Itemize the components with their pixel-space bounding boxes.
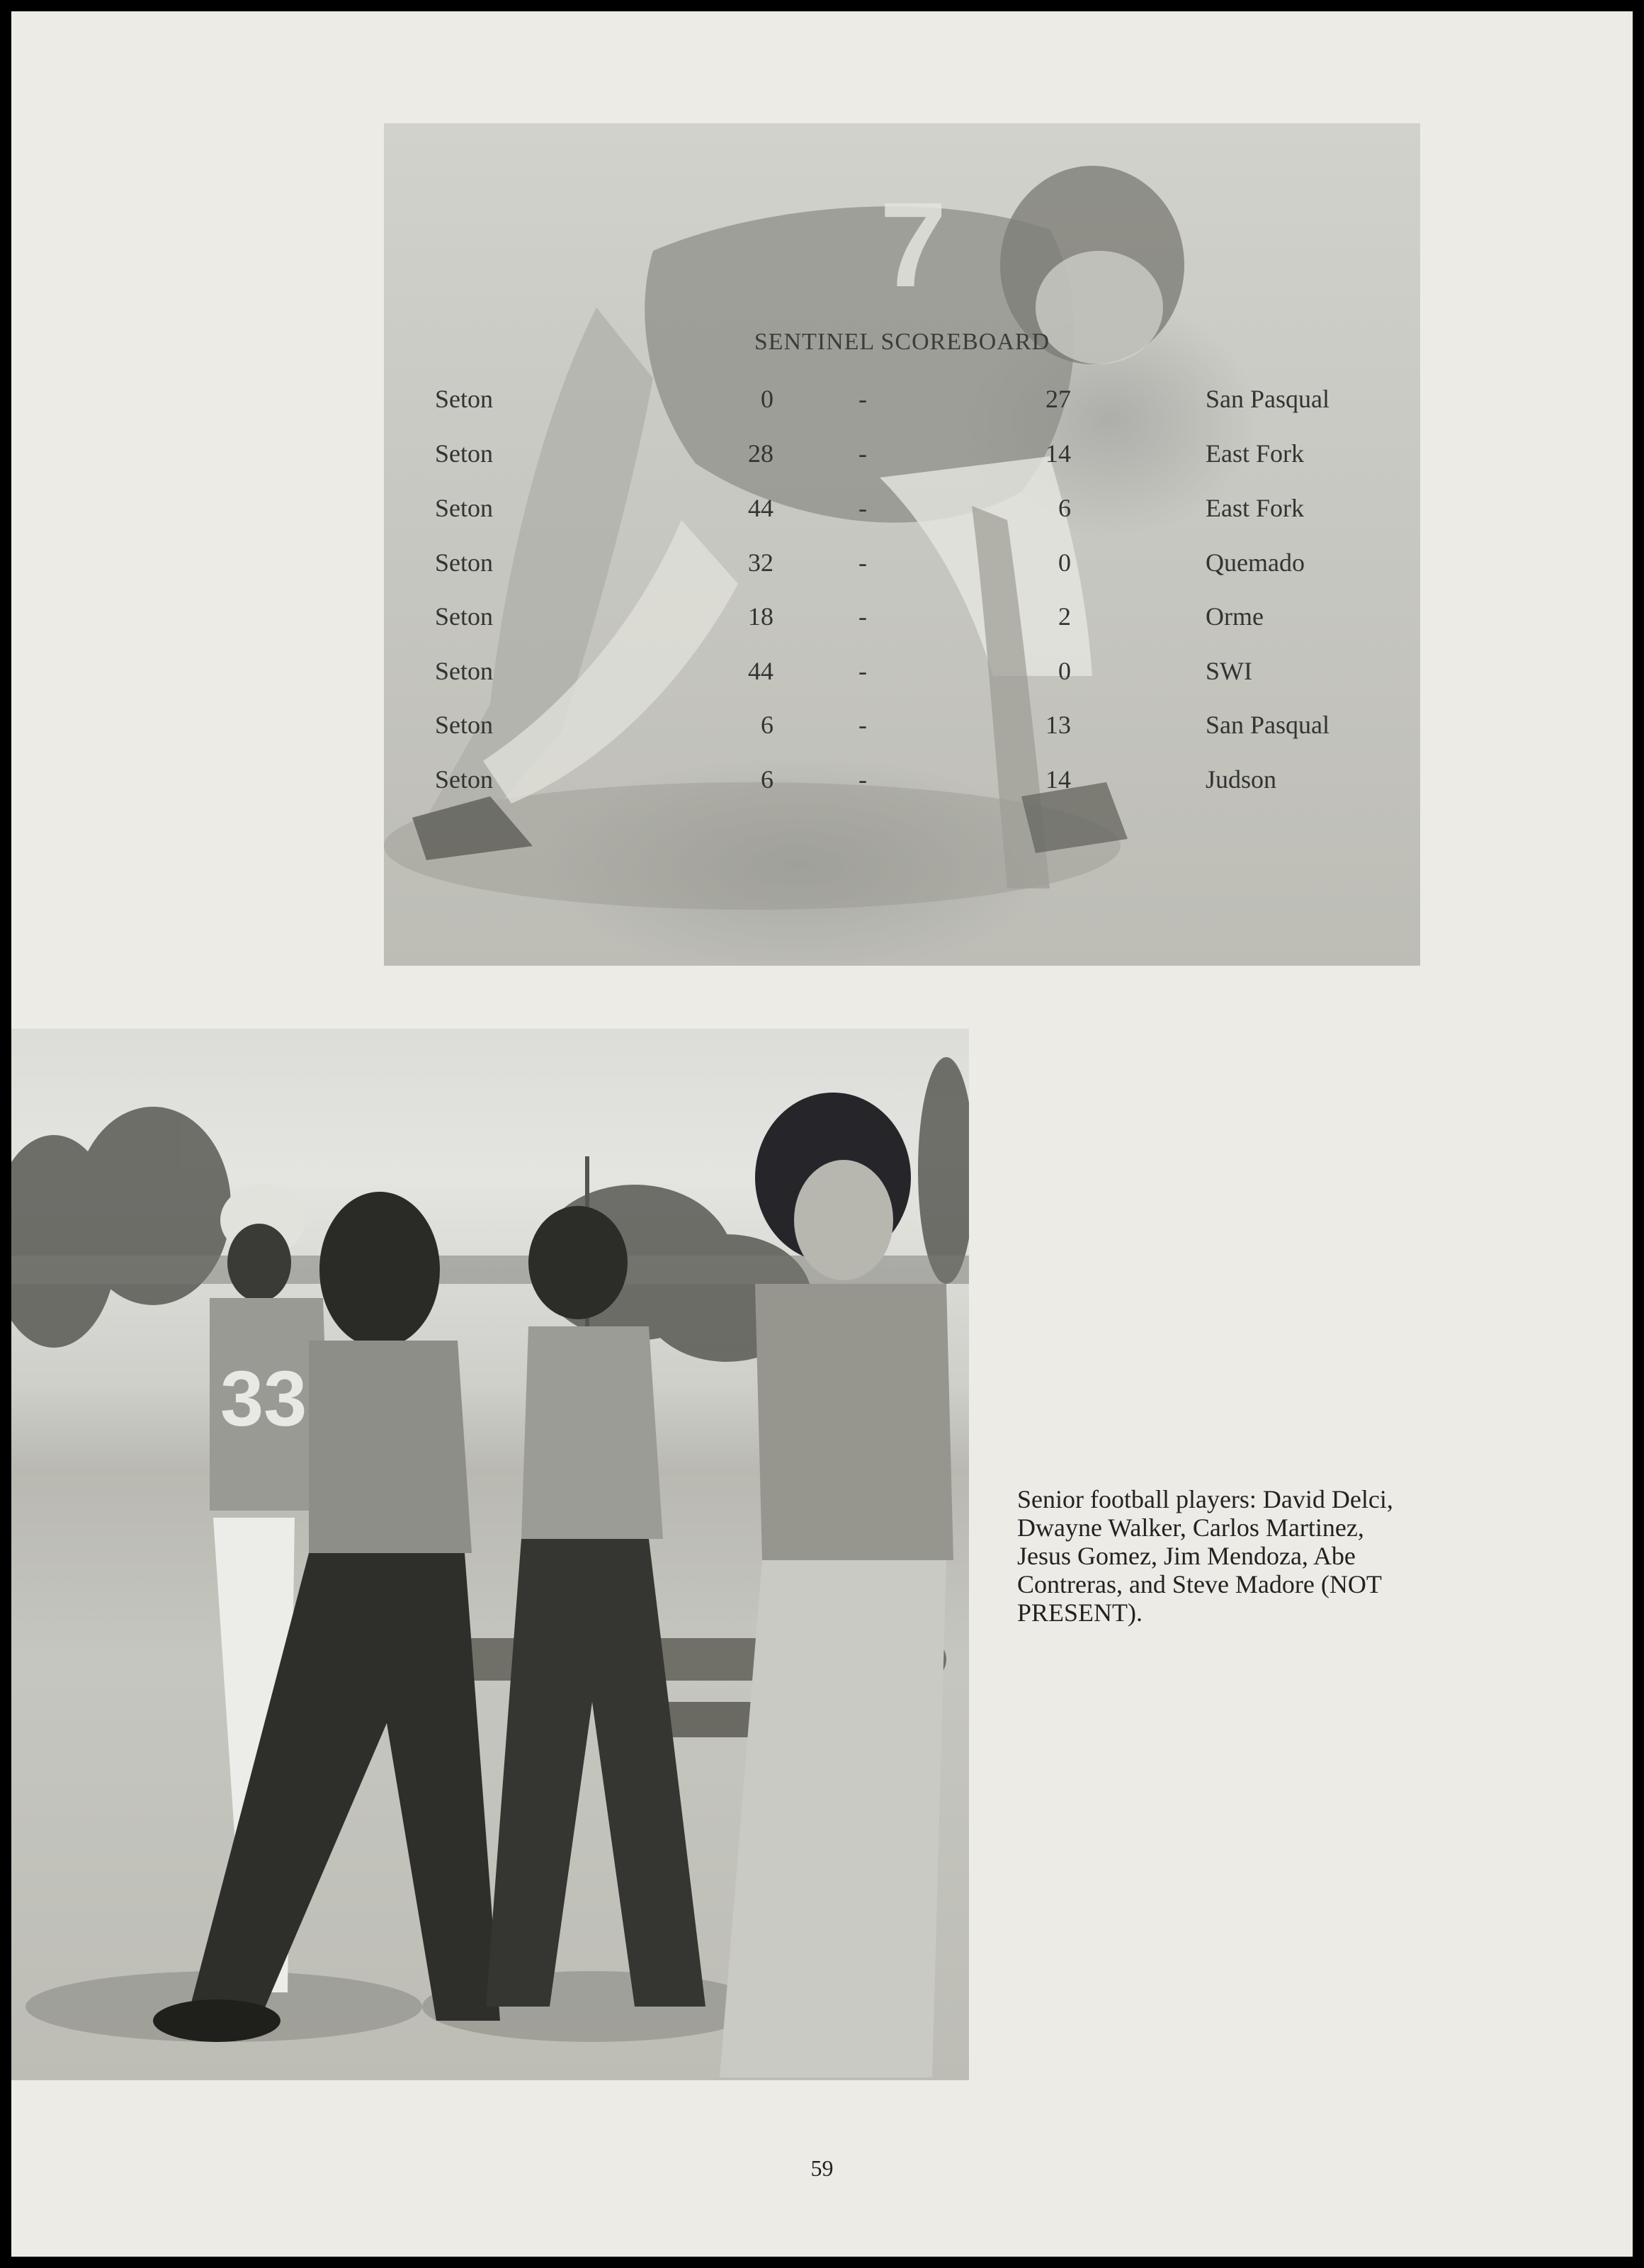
caption-line: PRESENT). — [1017, 1598, 1143, 1627]
scoreboard-row — [384, 384, 1420, 412]
opponent-score: 2 — [1058, 602, 1071, 631]
players-walking-illustration — [11, 1029, 969, 2080]
page-number: 59 — [810, 2155, 834, 2181]
team-score: 0 — [761, 385, 773, 413]
caption-line: Jesus Gomez, Jim Mendoza, Abe — [1017, 1542, 1356, 1570]
opponent-score: 0 — [1058, 657, 1071, 685]
score-dash: - — [858, 602, 867, 631]
scoreboard-row — [384, 439, 1420, 467]
player-2 — [153, 1192, 500, 2042]
opponent-name: San Pasqual — [1206, 711, 1330, 739]
yearbook-page — [11, 11, 1633, 2257]
team-name: Seton — [435, 711, 494, 739]
player-in-stance-figure — [384, 123, 1420, 966]
football-player-photo — [384, 123, 1420, 966]
scoreboard-row — [384, 765, 1420, 793]
caption-line: Senior football players: David Delci, — [1017, 1485, 1393, 1513]
team-score: 6 — [761, 765, 773, 794]
jersey-number: 7 — [880, 178, 947, 312]
team-score: 32 — [748, 548, 773, 577]
scoreboard-row — [384, 493, 1420, 521]
score-dash: - — [858, 494, 867, 522]
scoreboard-row — [384, 656, 1420, 684]
jersey-number: 33 — [220, 1355, 307, 1443]
opponent-score: 13 — [1045, 711, 1071, 739]
team-name: Seton — [435, 602, 494, 631]
team-name: Seton — [435, 548, 494, 577]
caption-line: Dwayne Walker, Carlos Martinez, — [1017, 1513, 1364, 1542]
senior-players-photo — [11, 1029, 969, 2080]
scoreboard-title: SENTINEL SCOREBOARD — [754, 329, 1050, 355]
caption-line: Contreras, and Steve Madore (NOT — [1017, 1570, 1382, 1598]
opponent-name: Quemado — [1206, 548, 1305, 577]
opponent-name: SWI — [1206, 657, 1252, 685]
opponent-score: 14 — [1045, 765, 1071, 794]
opponent-score: 0 — [1058, 548, 1071, 577]
team-name: Seton — [435, 494, 494, 522]
score-dash: - — [858, 711, 867, 739]
opponent-name: San Pasqual — [1206, 385, 1330, 413]
score-dash: - — [858, 439, 867, 468]
score-dash: - — [858, 657, 867, 685]
score-dash: - — [858, 548, 867, 577]
photo-caption — [1017, 1485, 1513, 1627]
opponent-score: 27 — [1045, 385, 1071, 413]
opponent-score: 14 — [1045, 439, 1071, 468]
scoreboard-row — [384, 602, 1420, 630]
opponent-score: 6 — [1058, 494, 1071, 522]
opponent-name: East Fork — [1206, 494, 1304, 522]
team-name: Seton — [435, 385, 494, 413]
opponent-name: Judson — [1206, 765, 1277, 794]
team-name: Seton — [435, 765, 494, 794]
opponent-name: Orme — [1206, 602, 1264, 631]
score-dash: - — [858, 385, 867, 413]
score-dash: - — [858, 765, 867, 794]
team-score: 28 — [748, 439, 773, 468]
team-score: 18 — [748, 602, 773, 631]
scoreboard-row — [384, 548, 1420, 576]
scoreboard-row — [384, 710, 1420, 738]
team-score: 44 — [748, 657, 773, 685]
team-name: Seton — [435, 439, 494, 468]
team-score: 44 — [748, 494, 773, 522]
team-score: 6 — [761, 711, 773, 739]
team-name: Seton — [435, 657, 494, 685]
opponent-name: East Fork — [1206, 439, 1304, 468]
